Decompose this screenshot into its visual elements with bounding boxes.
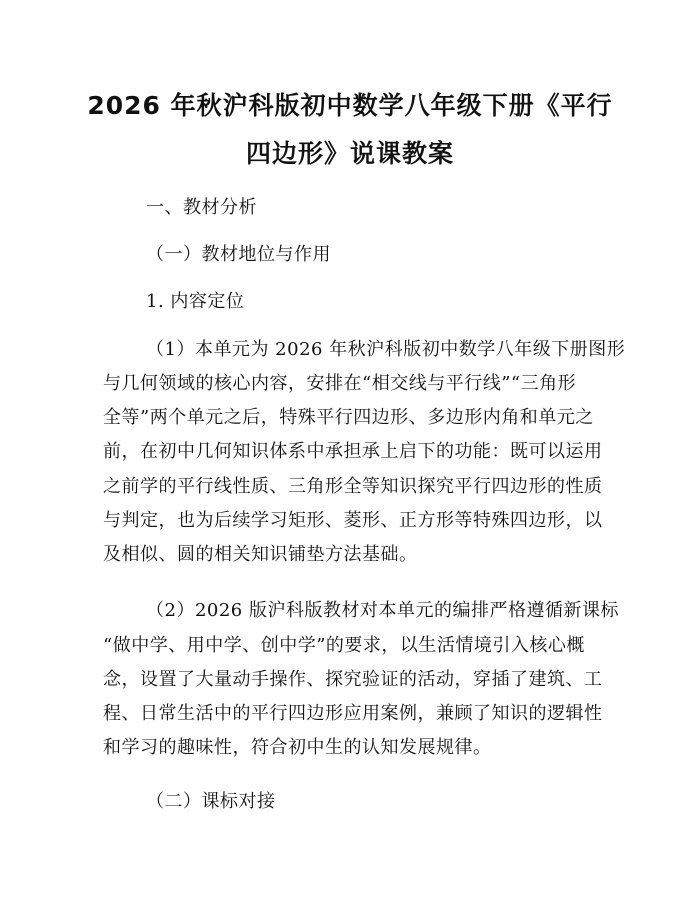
paragraph1-line: 前，在初中几何知识体系中承担承上启下的功能：既可以运用	[103, 441, 603, 462]
heading-content-position: 1. 内容定位	[146, 291, 245, 312]
paragraph1-line: 之前学的平行线性质、三角形全等知识探究平行四边形的性质	[103, 476, 603, 497]
heading-textbook-analysis: 一、教材分析	[146, 197, 257, 218]
title-line-1: 2026 年秋沪科版初中数学八年级下册《平行	[87, 91, 613, 120]
paragraph2-line: 和学习的趣味性，符合初中生的认知发展规律。	[103, 737, 492, 758]
paragraph1-line: 全等”两个单元之后，特殊平行四边形、多边形内角和单元之	[103, 407, 594, 428]
paragraph1-line: 与判定，也为后续学习矩形、菱形、正方形等特殊四边形，以	[103, 510, 603, 531]
paragraph2-line: 念，设置了大量动手操作、探究验证的活动，穿插了建筑、工	[103, 669, 603, 690]
paragraph1-line: 及相似、圆的相关知识铺垫方法基础。	[103, 544, 418, 565]
heading-status-and-role: （一）教材地位与作用	[146, 244, 331, 265]
paragraph2-line: “做中学、用中学、创中学”的要求，以生活情境引入核心概	[103, 635, 585, 656]
paragraph2-line: 程、日常生活中的平行四边形应用案例，兼顾了知识的逻辑性	[103, 703, 603, 724]
paragraph1-line: （1）本单元为 2026 年秋沪科版初中数学八年级下册图形	[146, 339, 626, 360]
paragraph1-line: 与几何领域的核心内容，安排在“相交线与平行线”“三角形	[103, 373, 577, 394]
paragraph2-line: （2）2026 版沪科版教材对本单元的编排严格遵循新课标	[146, 600, 619, 621]
title-line-2: 四边形》说课教案	[245, 139, 454, 168]
heading-curriculum-standard: （二）课标对接	[146, 791, 276, 812]
